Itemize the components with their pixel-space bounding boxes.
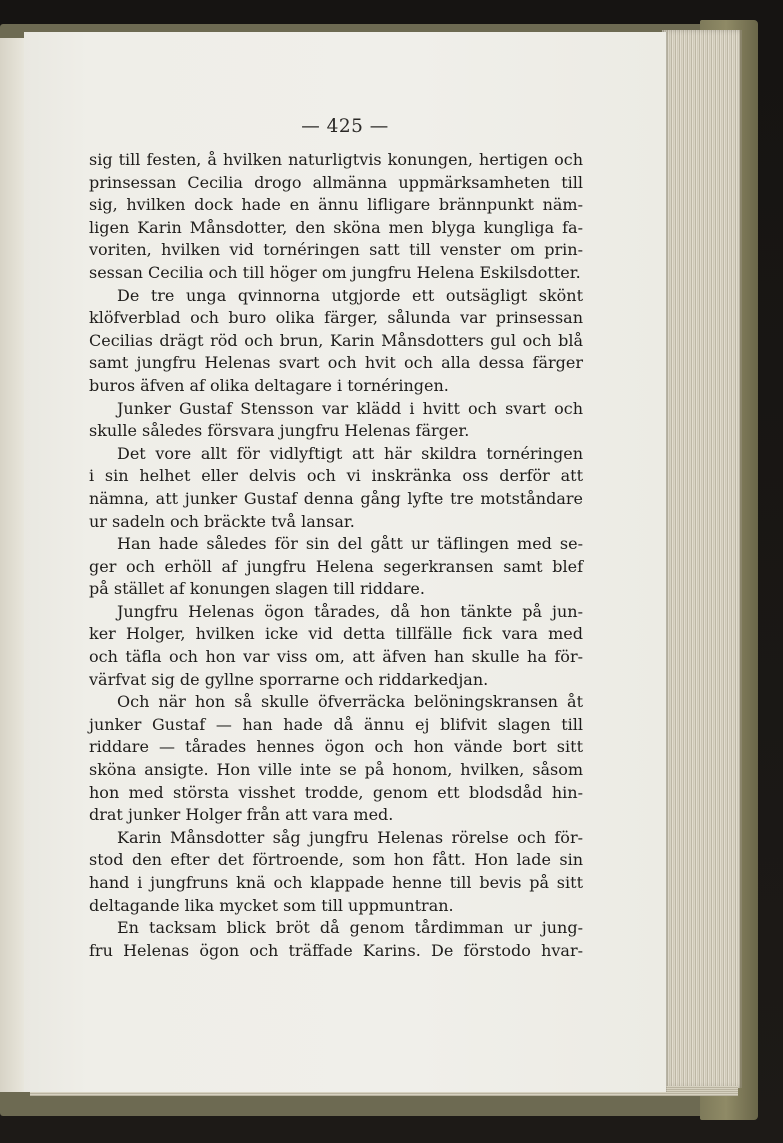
text-line: sig till festen, å hvilken naturligtvis konungen, hertigen och: [89, 150, 583, 169]
text-line: En tacksam blick bröt då genom tårdimman ur jung-: [117, 918, 583, 938]
text-line: stod den efter det förtroende, som hon fått. Hon lade sin: [89, 850, 583, 870]
text-line: buros äfven af olika deltagare i tornéringen.: [89, 375, 449, 395]
text-line: Jungfru Helenas ögon tårades, då hon tänkte på jun-: [117, 601, 583, 621]
page-number: — 425 —: [301, 116, 389, 137]
text-line: ger och erhöll af jungfru Helena segerkransen samt blef: [89, 556, 583, 576]
text-line: hand i jungfruns knä och klappade henne till bevis på sitt: [89, 873, 583, 892]
text-line: skulle således försvara jungfru Helenas färger.: [89, 421, 470, 441]
text-line: ker Holger, hvilken icke vid detta tillfälle fick vara med: [89, 624, 583, 644]
text-line: deltagande lika mycket som till uppmuntran.: [89, 895, 454, 915]
text-line: samt jungfru Helenas svart och hvit och alla dessa färger: [89, 353, 583, 373]
text-line: i sin helhet eller delvis och vi inskränka oss derför att: [89, 466, 583, 486]
page-stack-edge: [662, 30, 742, 1088]
text-line: och täfla och hon var viss om, att äfven han skulle ha för-: [89, 647, 583, 667]
book-page: [24, 32, 666, 1092]
text-line: sig, hvilken dock hade en ännu lifligare brännpunkt näm-: [89, 195, 583, 215]
text-line: på stället af konungen slagen till riddare.: [89, 579, 425, 599]
text-line: Karin Månsdotter såg jungfru Helenas rörelse och för-: [117, 827, 583, 847]
text-line: ligen Karin Månsdotter, den sköna men blyga kungliga fa-: [89, 217, 583, 237]
text-line: Och när hon så skulle öfverräcka belöningskransen åt: [117, 692, 583, 712]
text-line: klöfverblad och buro olika färger, sålunda var prinsessan: [89, 308, 583, 328]
text-line: Cecilias drägt röd och brun, Karin Månsdotters gul och blå: [89, 330, 583, 350]
text-line: sessan Cecilia och till höger om jungfru Helena Eskilsdotter.: [89, 262, 581, 282]
text-line: De tre unga qvinnorna utgjorde ett outsägligt skönt: [117, 285, 583, 305]
text-line: värfvat sig de gyllne sporrarne och riddarkedjan.: [89, 669, 489, 689]
text-line: Junker Gustaf Stensson var klädd i hvitt och svart och: [117, 398, 583, 418]
text-line: junker Gustaf — han hade då ännu ej blifvit slagen till: [89, 714, 583, 734]
text-line: nämna, att junker Gustaf denna gång lyfte tre motståndare: [89, 488, 583, 508]
text-line: voriten, hvilken vid tornéringen satt till venster om prin-: [89, 240, 583, 260]
text-line: Han hade således för sin del gått ur täflingen med se-: [117, 534, 583, 554]
text-line: drat junker Holger från att vara med.: [89, 805, 394, 825]
text-line: ur sadeln och bräckte två lansar.: [89, 511, 355, 531]
text-line: hon med största visshet trodde, genom ett blodsdåd hin-: [89, 782, 583, 802]
text-line: Det vore allt för vidlyftigt att här skildra tornéringen: [117, 443, 583, 463]
text-line: sköna ansigte. Hon ville inte se på honom, hvilken, såsom: [89, 760, 583, 780]
text-line: prinsessan Cecilia drogo allmänna uppmärksamheten till: [89, 172, 583, 192]
text-line: riddare — tårades hennes ögon och hon vände bort sitt: [89, 737, 583, 757]
text-line: fru Helenas ögon och träffade Karins. De förstodo hvar-: [89, 940, 583, 960]
body-text: [89, 149, 583, 962]
